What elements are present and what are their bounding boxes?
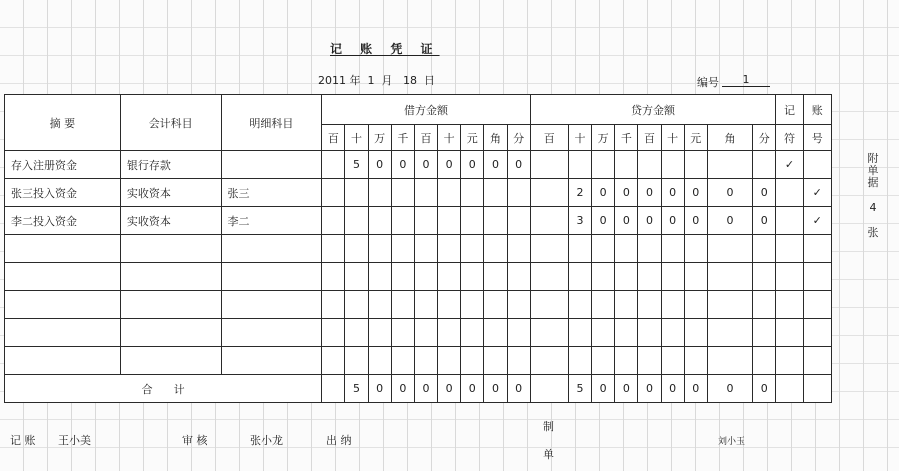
credit-digit-header: 千 (615, 125, 638, 151)
credit-digit-header: 十 (661, 125, 684, 151)
posting-mark-1[interactable] (776, 347, 803, 375)
credit-digit-cell[interactable] (615, 151, 638, 179)
debit-digit-cell[interactable] (414, 235, 437, 263)
credit-digit-cell[interactable] (638, 319, 661, 347)
debit-digit-cell[interactable] (391, 347, 414, 375)
debit-digit-cell[interactable]: 0 (438, 151, 461, 179)
row-summary[interactable] (5, 291, 121, 319)
posting-mark-1[interactable] (776, 179, 803, 207)
row-detail[interactable]: 张三 (221, 179, 322, 207)
row-summary[interactable]: 李二投入资金 (5, 207, 121, 235)
credit-digit-cell[interactable] (530, 207, 568, 235)
credit-digit-cell[interactable] (615, 263, 638, 291)
posting-mark-2[interactable] (803, 263, 831, 291)
credit-digit-cell[interactable] (684, 347, 707, 375)
debit-digit-cell[interactable] (507, 207, 530, 235)
debit-digit-cell[interactable] (368, 347, 391, 375)
debit-digit-cell[interactable] (368, 207, 391, 235)
table-row (5, 235, 832, 263)
debit-digit-cell[interactable] (484, 319, 507, 347)
attachments-label-char: 单 (867, 164, 879, 177)
debit-digit-cell[interactable]: 5 (345, 151, 368, 179)
debit-digit-cell[interactable] (322, 207, 345, 235)
row-summary[interactable] (5, 319, 121, 347)
debit-digit-cell[interactable] (507, 319, 530, 347)
debit-digit-header: 分 (507, 125, 530, 151)
posting-mark-2[interactable] (803, 347, 831, 375)
table-row (5, 291, 832, 319)
debit-digit-cell[interactable]: 0 (484, 151, 507, 179)
debit-digit-header: 万 (368, 125, 391, 151)
total-debit-digit: 0 (484, 375, 507, 403)
total-mark-2 (803, 375, 831, 403)
debit-digit-header: 角 (484, 125, 507, 151)
row-detail[interactable] (221, 347, 322, 375)
debit-digit-cell[interactable] (414, 291, 437, 319)
debit-digit-cell[interactable] (391, 319, 414, 347)
total-debit-digit: 0 (391, 375, 414, 403)
credit-digit-cell[interactable] (753, 291, 776, 319)
attachments-count: 4 (869, 201, 877, 214)
credit-digit-cell[interactable] (530, 235, 568, 263)
attachments-label-char: 附 (867, 152, 879, 165)
debit-digit-cell[interactable] (345, 207, 368, 235)
credit-digit-cell[interactable] (753, 235, 776, 263)
debit-digit-cell[interactable] (391, 235, 414, 263)
total-debit-digit: 0 (368, 375, 391, 403)
credit-digit-cell[interactable] (707, 151, 752, 179)
credit-digit-cell[interactable]: 0 (592, 207, 615, 235)
credit-digit-cell[interactable] (661, 235, 684, 263)
debit-digit-cell[interactable] (438, 291, 461, 319)
footer-bookkeeper-name: 王小美 (58, 434, 91, 447)
total-mark-1 (776, 375, 803, 403)
credit-digit-cell[interactable] (568, 319, 591, 347)
voucher-table (4, 94, 832, 403)
header-account: 会计科目 (120, 95, 221, 151)
debit-digit-cell[interactable] (438, 207, 461, 235)
credit-digit-header: 百 (530, 125, 568, 151)
row-account[interactable] (120, 263, 221, 291)
date-year: 2011 (318, 74, 346, 87)
total-credit-digit: 0 (661, 375, 684, 403)
credit-digit-cell[interactable] (592, 347, 615, 375)
total-credit-digit: 0 (707, 375, 752, 403)
header-mark-top-1: 记 (776, 95, 803, 125)
debit-digit-cell[interactable] (391, 263, 414, 291)
table-row (5, 151, 832, 179)
credit-digit-cell[interactable]: 0 (615, 207, 638, 235)
table-row (5, 207, 832, 235)
debit-digit-cell[interactable] (391, 291, 414, 319)
debit-digit-cell[interactable] (484, 291, 507, 319)
credit-digit-cell[interactable] (615, 235, 638, 263)
date-day-unit: 日 (424, 74, 435, 87)
credit-digit-cell[interactable] (684, 151, 707, 179)
debit-digit-header: 十 (438, 125, 461, 151)
posting-mark-1[interactable]: ✓ (776, 151, 803, 179)
credit-digit-cell[interactable]: 0 (684, 207, 707, 235)
row-summary[interactable] (5, 235, 121, 263)
debit-digit-cell[interactable] (438, 263, 461, 291)
credit-digit-header: 万 (592, 125, 615, 151)
credit-digit-cell[interactable] (707, 319, 752, 347)
debit-digit-cell[interactable] (368, 235, 391, 263)
debit-digit-cell[interactable] (507, 235, 530, 263)
footer-cashier-label: 出 纳 (326, 434, 352, 447)
debit-digit-cell[interactable] (391, 179, 414, 207)
row-detail[interactable] (221, 151, 322, 179)
posting-mark-2[interactable] (803, 235, 831, 263)
row-detail[interactable] (221, 291, 322, 319)
row-detail[interactable] (221, 235, 322, 263)
credit-digit-cell[interactable] (638, 235, 661, 263)
credit-digit-cell[interactable]: 0 (753, 179, 776, 207)
credit-digit-cell[interactable] (615, 291, 638, 319)
credit-digit-cell[interactable] (684, 263, 707, 291)
debit-digit-cell[interactable] (368, 291, 391, 319)
debit-digit-cell[interactable] (507, 291, 530, 319)
credit-digit-cell[interactable]: 2 (568, 179, 591, 207)
total-row (5, 375, 832, 403)
debit-digit-cell[interactable] (345, 179, 368, 207)
voucher-date (318, 72, 435, 88)
credit-digit-cell[interactable] (615, 347, 638, 375)
debit-digit-cell[interactable] (507, 263, 530, 291)
credit-digit-cell[interactable] (684, 319, 707, 347)
credit-digit-cell[interactable]: 0 (684, 179, 707, 207)
credit-digit-cell[interactable]: 0 (661, 179, 684, 207)
credit-digit-cell[interactable] (707, 291, 752, 319)
header-mark-bottom-1: 符 (776, 125, 803, 151)
debit-digit-cell[interactable] (322, 179, 345, 207)
debit-digit-cell[interactable] (461, 263, 484, 291)
credit-digit-cell[interactable]: 0 (638, 207, 661, 235)
credit-digit-cell[interactable] (661, 347, 684, 375)
posting-mark-2[interactable]: ✓ (803, 179, 831, 207)
credit-digit-cell[interactable]: 0 (592, 179, 615, 207)
credit-digit-cell[interactable] (530, 347, 568, 375)
debit-digit-cell[interactable] (368, 179, 391, 207)
posting-mark-2[interactable] (803, 291, 831, 319)
credit-digit-cell[interactable] (638, 263, 661, 291)
date-month-unit: 月 (381, 74, 393, 87)
posting-mark-1[interactable] (776, 207, 803, 235)
row-account[interactable]: 银行存款 (120, 151, 221, 179)
row-detail[interactable]: 李二 (221, 207, 322, 235)
row-account[interactable] (120, 235, 221, 263)
debit-digit-cell[interactable] (345, 263, 368, 291)
total-credit-digit: 0 (753, 375, 776, 403)
debit-digit-cell[interactable]: 0 (368, 151, 391, 179)
credit-digit-cell[interactable] (530, 291, 568, 319)
posting-mark-2[interactable]: ✓ (803, 207, 831, 235)
debit-digit-cell[interactable] (414, 263, 437, 291)
credit-digit-cell[interactable] (707, 235, 752, 263)
debit-digit-cell[interactable] (414, 319, 437, 347)
debit-digit-cell[interactable]: 0 (414, 151, 437, 179)
credit-digit-cell[interactable] (592, 151, 615, 179)
debit-digit-cell[interactable] (322, 151, 345, 179)
date-day: 18 (403, 74, 417, 87)
debit-digit-cell[interactable] (322, 319, 345, 347)
credit-digit-cell[interactable] (568, 151, 591, 179)
header-credit: 贷方金额 (530, 95, 776, 125)
voucher-title: 记 账 凭 证 (330, 42, 440, 56)
total-debit-digit: 0 (507, 375, 530, 403)
posting-mark-1[interactable] (776, 263, 803, 291)
header-mark-bottom-2: 号 (803, 125, 831, 151)
credit-digit-cell[interactable]: 0 (707, 207, 752, 235)
header-mark-top-2: 账 (803, 95, 831, 125)
voucher-number-value[interactable]: 1 (722, 74, 770, 87)
debit-digit-cell[interactable] (322, 347, 345, 375)
credit-digit-cell[interactable]: 3 (568, 207, 591, 235)
debit-digit-cell[interactable] (438, 319, 461, 347)
debit-digit-header: 百 (414, 125, 437, 151)
debit-digit-cell[interactable] (345, 347, 368, 375)
credit-digit-header: 百 (638, 125, 661, 151)
row-detail[interactable] (221, 263, 322, 291)
credit-digit-cell[interactable] (661, 319, 684, 347)
row-summary[interactable] (5, 347, 121, 375)
credit-digit-header: 角 (707, 125, 752, 151)
credit-digit-cell[interactable]: 0 (707, 179, 752, 207)
credit-digit-cell[interactable] (568, 347, 591, 375)
credit-digit-cell[interactable] (753, 263, 776, 291)
voucher-number-label: 编号 (697, 76, 719, 89)
debit-digit-cell[interactable] (484, 263, 507, 291)
debit-digit-cell[interactable] (438, 347, 461, 375)
table-row (5, 263, 832, 291)
credit-digit-cell[interactable]: 0 (638, 179, 661, 207)
debit-digit-cell[interactable] (507, 347, 530, 375)
debit-digit-cell[interactable]: 0 (461, 151, 484, 179)
credit-digit-cell[interactable] (592, 291, 615, 319)
table-row (5, 347, 832, 375)
debit-digit-cell[interactable] (414, 347, 437, 375)
credit-digit-cell[interactable] (707, 263, 752, 291)
debit-digit-cell[interactable] (461, 347, 484, 375)
debit-digit-cell[interactable] (368, 263, 391, 291)
debit-digit-cell[interactable] (484, 347, 507, 375)
debit-digit-cell[interactable] (438, 235, 461, 263)
debit-digit-cell[interactable] (345, 235, 368, 263)
attachments-unit: 张 (867, 226, 879, 239)
attachments-label-char: 据 (867, 176, 879, 189)
credit-digit-cell[interactable] (615, 319, 638, 347)
row-summary[interactable]: 张三投入资金 (5, 179, 121, 207)
debit-digit-header: 百 (322, 125, 345, 151)
posting-mark-2[interactable] (803, 151, 831, 179)
debit-digit-cell[interactable] (391, 207, 414, 235)
attachments-label-text (866, 153, 880, 189)
posting-mark-1[interactable] (776, 319, 803, 347)
credit-digit-cell[interactable]: 0 (753, 207, 776, 235)
total-debit-digit: 5 (345, 375, 368, 403)
row-summary[interactable] (5, 263, 121, 291)
credit-digit-cell[interactable]: 0 (661, 207, 684, 235)
total-debit-digit: 0 (461, 375, 484, 403)
total-credit-digit: 0 (638, 375, 661, 403)
debit-digit-cell[interactable] (438, 179, 461, 207)
total-credit-digit: 0 (615, 375, 638, 403)
credit-digit-cell[interactable]: 0 (615, 179, 638, 207)
footer-maker-label-2: 单 (543, 448, 554, 461)
debit-digit-cell[interactable] (461, 207, 484, 235)
credit-digit-cell[interactable] (592, 319, 615, 347)
row-account[interactable]: 实收资本 (120, 179, 221, 207)
credit-digit-cell[interactable] (638, 347, 661, 375)
debit-digit-cell[interactable] (461, 235, 484, 263)
row-account[interactable] (120, 347, 221, 375)
credit-digit-cell[interactable] (568, 291, 591, 319)
debit-digit-cell[interactable] (484, 235, 507, 263)
header-debit: 借方金额 (322, 95, 530, 125)
debit-digit-header: 千 (391, 125, 414, 151)
row-account[interactable]: 实收资本 (120, 207, 221, 235)
debit-digit-cell[interactable] (461, 179, 484, 207)
debit-digit-cell[interactable] (484, 179, 507, 207)
debit-digit-cell[interactable] (322, 263, 345, 291)
credit-digit-cell[interactable] (568, 263, 591, 291)
debit-digit-cell[interactable] (461, 291, 484, 319)
debit-digit-cell[interactable] (507, 179, 530, 207)
credit-digit-header: 元 (684, 125, 707, 151)
credit-digit-cell[interactable] (638, 291, 661, 319)
credit-digit-cell[interactable] (661, 263, 684, 291)
debit-digit-cell[interactable] (414, 207, 437, 235)
credit-digit-cell[interactable] (661, 291, 684, 319)
debit-digit-cell[interactable] (322, 291, 345, 319)
debit-digit-header: 十 (345, 125, 368, 151)
total-credit-digit: 5 (568, 375, 591, 403)
debit-digit-cell[interactable] (368, 319, 391, 347)
row-account[interactable] (120, 291, 221, 319)
credit-digit-cell[interactable] (592, 235, 615, 263)
footer-auditor-label: 审 核 (182, 434, 208, 447)
credit-digit-cell[interactable] (753, 319, 776, 347)
footer-maker-name: 刘小玉 (718, 437, 746, 447)
credit-digit-cell[interactable] (753, 347, 776, 375)
total-debit-digit (322, 375, 345, 403)
total-credit-digit: 0 (592, 375, 615, 403)
credit-digit-cell[interactable] (530, 151, 568, 179)
footer-auditor-name: 张小龙 (250, 434, 283, 447)
credit-digit-header: 分 (753, 125, 776, 151)
total-credit-digit (530, 375, 568, 403)
row-account[interactable] (120, 319, 221, 347)
debit-digit-cell[interactable] (322, 235, 345, 263)
debit-digit-header: 元 (461, 125, 484, 151)
footer-maker-label-1: 制 (543, 420, 554, 433)
footer-bookkeeper-label: 记 账 (10, 434, 36, 447)
attachments-label (866, 153, 880, 189)
date-year-unit: 年 (349, 74, 361, 87)
credit-digit-cell[interactable] (530, 179, 568, 207)
credit-digit-cell[interactable] (661, 151, 684, 179)
row-summary[interactable]: 存入注册资金 (5, 151, 121, 179)
posting-mark-1[interactable] (776, 291, 803, 319)
credit-digit-cell[interactable] (530, 319, 568, 347)
posting-mark-2[interactable] (803, 319, 831, 347)
debit-digit-cell[interactable] (484, 207, 507, 235)
header-row-1 (5, 95, 832, 125)
posting-mark-1[interactable] (776, 235, 803, 263)
table-row (5, 319, 832, 347)
header-detail: 明细科目 (221, 95, 322, 151)
credit-digit-cell[interactable] (753, 151, 776, 179)
debit-digit-cell[interactable]: 0 (507, 151, 530, 179)
table-row (5, 179, 832, 207)
debit-digit-cell[interactable] (345, 319, 368, 347)
debit-digit-cell[interactable] (461, 319, 484, 347)
voucher-footer (0, 406, 899, 471)
total-debit-digit: 0 (438, 375, 461, 403)
total-debit-digit: 0 (414, 375, 437, 403)
credit-digit-cell[interactable] (530, 263, 568, 291)
credit-digit-cell[interactable] (684, 291, 707, 319)
row-detail[interactable] (221, 319, 322, 347)
credit-digit-cell[interactable] (684, 235, 707, 263)
debit-digit-cell[interactable] (414, 179, 437, 207)
credit-digit-cell[interactable] (638, 151, 661, 179)
header-summary: 摘 要 (5, 95, 121, 151)
date-month: 1 (367, 74, 375, 87)
total-label: 合 计 (5, 375, 322, 403)
credit-digit-cell[interactable] (707, 347, 752, 375)
debit-digit-cell[interactable] (345, 291, 368, 319)
credit-digit-cell[interactable] (568, 235, 591, 263)
credit-digit-header: 十 (568, 125, 591, 151)
total-credit-digit: 0 (684, 375, 707, 403)
debit-digit-cell[interactable]: 0 (391, 151, 414, 179)
credit-digit-cell[interactable] (592, 263, 615, 291)
